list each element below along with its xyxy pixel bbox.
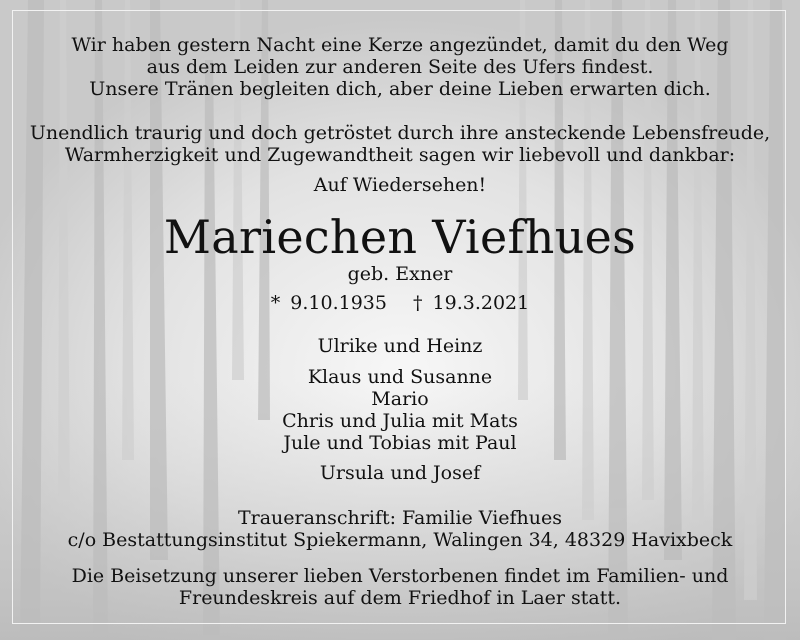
intro-line: Unsere Tränen begleiten dich, aber deine Lieben erwarten dich. [89, 78, 711, 100]
intro-line: Wir haben gestern Nacht eine Kerze angezündet, damit du den Weg [71, 34, 729, 56]
mourners-group [0, 366, 800, 454]
birth-date: * 9.10.1935 [270, 292, 387, 314]
mourner-ursula-josef: Ursula und Josef [319, 462, 481, 484]
mourner-ulrike-heinz: Ulrike und Heinz [317, 335, 483, 357]
burial-line: Freundeskreis auf dem Friedhof in Laer statt. [178, 587, 622, 609]
address-line: Traueranschrift: Familie Viefhues [237, 507, 563, 529]
mourning-address [0, 507, 800, 551]
thanks-line: Warmherzigkeit und Zugewandtheit sagen wir liebevoll und dankbar: [64, 144, 736, 166]
intro-line: aus dem Leiden zur anderen Seite des Ufers findest. [146, 56, 654, 78]
life-dates [0, 292, 800, 314]
address-line: c/o Bestattungsinstitut Spiekermann, Walingen 34, 48329 Havixbeck [67, 529, 733, 551]
farewell [0, 174, 800, 196]
death-date: † 19.3.2021 [413, 292, 530, 314]
thanks-text [0, 122, 800, 166]
mourner-line: Jule und Tobias mit Paul [283, 432, 517, 454]
birth-name: geb. Exner [347, 263, 453, 285]
thanks-line: Unendlich traurig und doch getröstet durch ihre ansteckende Lebensfreude, [29, 122, 771, 144]
mourner-line: Chris und Julia mit Mats [282, 410, 518, 432]
mourner-line: Klaus und Susanne [307, 366, 493, 388]
mourner-line: Mario [371, 388, 429, 410]
deceased-name: Mariechen Viefhues [163, 210, 637, 264]
intro-verse [0, 34, 800, 100]
farewell-text: Auf Wiedersehen! [313, 174, 487, 196]
burial-notice [0, 565, 800, 609]
burial-line: Die Beisetzung unserer lieben Verstorbenen findet im Familien- und [71, 565, 729, 587]
